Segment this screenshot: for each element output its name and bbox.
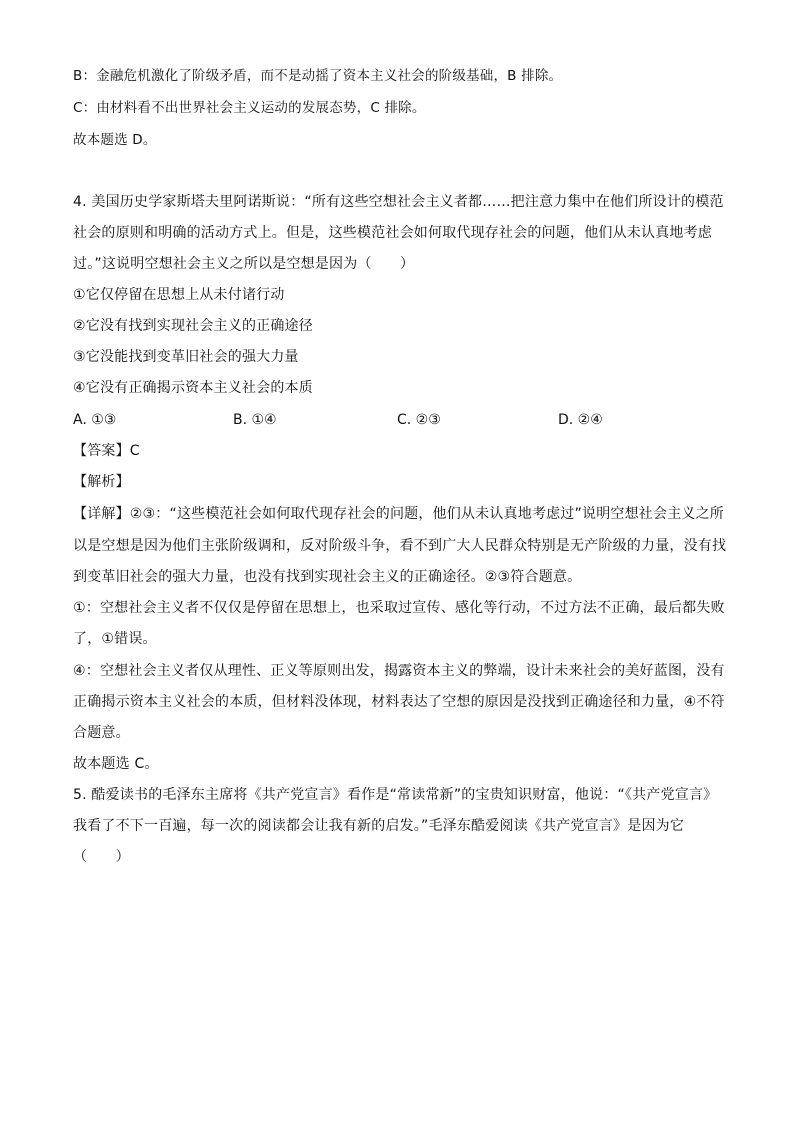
- statement-1: ①它仅停留在思想上从未付诸行动: [73, 287, 285, 303]
- analysis-line: ①：空想社会主义者不仅仅是停留在思想上，也采取过宣传、感化等行动，不过方法不正确，最后都失败: [73, 600, 725, 616]
- statement-4: ④它没有正确揭示资本主义社会的本质: [73, 380, 313, 396]
- analysis-line: 正确揭示资本主义社会的本质，但材料没体现，材料表达了空想的原因是没找到正确途径和力量，④不符: [73, 694, 725, 710]
- analysis-line: 到变革旧社会的强大力量，也没有找到实现社会主义的正确途径。②③符合题意。: [73, 569, 582, 585]
- question-4-stem: 社会的原则和明确的活动方式上。但是，这些模范社会如何取代现存社会的问题，他们从未认真地考虑: [73, 225, 712, 241]
- question-4-stem: 过。”这说明空想社会主义之所以是空想是因为（ ）: [73, 256, 415, 272]
- option-a: A. ①③: [73, 412, 117, 428]
- question-4-stem: 4. 美国历史学家斯塔夫里阿诺斯说：“所有这些空想社会主义者都……把注意力集中在他们所设计的模范: [73, 194, 724, 210]
- text-line: B：金融危机激化了阶级矛盾，而不是动摇了资本主义社会的阶级基础，B 排除。: [73, 68, 563, 84]
- option-c: C. ②③: [397, 412, 441, 428]
- analysis-line: ④：空想社会主义者仅从理性、正义等原则出发，揭露资本主义的弊端，设计未来社会的美好蓝图，没有: [73, 663, 725, 679]
- option-d: D. ②④: [558, 412, 603, 428]
- analysis-heading: 【解析】: [73, 474, 130, 490]
- question-5-stem: 5. 酷爱读书的毛泽东主席将《共产党宣言》看作是“常读常新”的宝贵知识财富，他说：“《共产党宣言》: [73, 787, 718, 803]
- question-5-stem: 我看了不下一百遍，每一次的阅读都会让我有新的启发。”毛泽东酷爱阅读《共产党宣言》是因为它: [73, 818, 685, 834]
- text-line: C：由材料看不出世界社会主义运动的发展态势，C 排除。: [73, 100, 426, 116]
- analysis-line: 以是空想是因为他们主张阶级调和，反对阶级斗争，看不到广大人民群众特别是无产阶级的力量，没有找: [73, 538, 727, 554]
- analysis-line: 合题意。: [73, 725, 130, 741]
- answer-line: 【答案】C: [73, 443, 140, 459]
- statement-2: ②它没有找到实现社会主义的正确途径: [73, 318, 313, 334]
- analysis-line: 故本题选 C。: [73, 756, 159, 772]
- statement-3: ③它没能找到变革旧社会的强大力量: [73, 349, 299, 365]
- option-b: B. ①④: [233, 412, 277, 428]
- answer-options: [73, 410, 723, 430]
- question-5-bracket: （ ）: [73, 849, 130, 865]
- analysis-line: 【详解】②③：“这些模范社会如何取代现存社会的问题，他们从未认真地考虑过”说明空想社会主义之所: [73, 506, 725, 522]
- text-line: 故本题选 D。: [73, 132, 157, 148]
- analysis-line: 了，①错误。: [73, 631, 157, 647]
